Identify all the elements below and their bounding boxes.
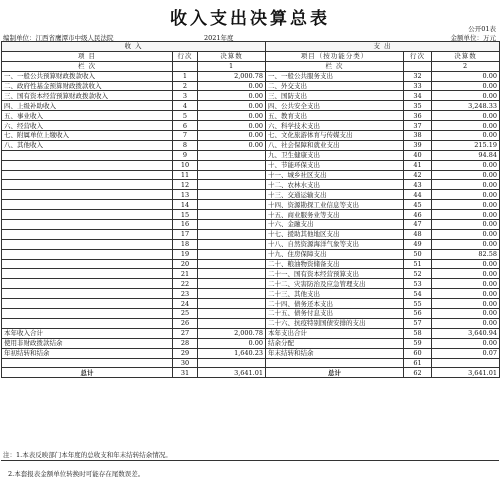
income-amount-cell: [198, 210, 266, 220]
income-item-cell: 二、政府性基金预算财政拨款收入: [2, 81, 173, 91]
income-item-cell: [2, 259, 173, 269]
table-row: [2, 249, 500, 259]
expense-line-cell: 39: [404, 140, 432, 150]
income-line-cell: 7: [173, 131, 198, 141]
income-line-cell: 5: [173, 111, 198, 121]
expense-line-cell: 35: [404, 101, 432, 111]
income-line-cell: 30: [173, 358, 198, 368]
expense-amount-cell: 0.00: [432, 190, 500, 200]
income-line-cell: 18: [173, 239, 198, 249]
expense-amount-cell: 82.58: [432, 249, 500, 259]
expense-amount-cell: 3,248.33: [432, 101, 500, 111]
expense-item-cell: 二十、粮油物资储备支出: [266, 259, 404, 269]
expense-line-cell: 40: [404, 150, 432, 160]
income-item-cell: [2, 210, 173, 220]
expense-line-cell: 54: [404, 289, 432, 299]
income-item-cell: [2, 229, 173, 239]
table-row: [2, 358, 500, 368]
expense-amount-cell: 215.19: [432, 140, 500, 150]
income-amount-cell: 0.00: [198, 111, 266, 121]
table-row: [2, 170, 500, 180]
expense-item-cell: 二十一、国有资本经营预算支出: [266, 269, 404, 279]
income-line-cell: 31: [173, 368, 198, 378]
income-amount-cell: 2,000.78: [198, 328, 266, 338]
expense-item-cell: 十五、商业服务业等支出: [266, 210, 404, 220]
compiling-unit: 编制单位：江西省鹰潭市中级人民法院: [3, 34, 114, 42]
table-row: [2, 131, 500, 141]
income-amount-cell: [198, 180, 266, 190]
income-line-cell: 8: [173, 140, 198, 150]
income-item-cell: 总计: [2, 368, 173, 378]
table-row: [2, 220, 500, 230]
expense-line-cell: 38: [404, 131, 432, 141]
expense-item-cell: [266, 358, 404, 368]
expense-item-cell: 结余分配: [266, 338, 404, 348]
income-line-cell: 6: [173, 121, 198, 131]
expense-line-cell: 50: [404, 249, 432, 259]
income-amount-cell: [198, 259, 266, 269]
income-item-cell: 八、其他收入: [2, 140, 173, 150]
form-number: 公开01表: [468, 25, 496, 33]
income-line-cell: 4: [173, 101, 198, 111]
expense-amount-cell: 0.00: [432, 309, 500, 319]
expense-line-cell: 61: [404, 358, 432, 368]
table-row: [2, 121, 500, 131]
expense-line-cell: 48: [404, 229, 432, 239]
income-line-cell: 20: [173, 259, 198, 269]
expense-line-cell: 34: [404, 91, 432, 101]
income-amount-cell: [198, 318, 266, 328]
income-item-cell: [2, 170, 173, 180]
expense-line-cell: 56: [404, 309, 432, 319]
income-col-label: 栏 次: [2, 61, 173, 71]
income-amount-cell: [198, 269, 266, 279]
expense-amount-cell: 0.00: [432, 170, 500, 180]
income-line-cell: 23: [173, 289, 198, 299]
expense-line-cell: 44: [404, 190, 432, 200]
expense-amount-cell: 0.00: [432, 210, 500, 220]
expense-line-cell: 45: [404, 200, 432, 210]
table-row: [2, 229, 500, 239]
expense-amount-cell: 0.00: [432, 81, 500, 91]
income-section-header: 收 入: [2, 42, 266, 52]
expense-line-cell: 52: [404, 269, 432, 279]
table-row: [2, 348, 500, 358]
income-line-cell: 28: [173, 338, 198, 348]
income-amount-cell: 0.00: [198, 140, 266, 150]
income-item-cell: 五、事业收入: [2, 111, 173, 121]
income-item-cell: [2, 180, 173, 190]
expense-line-cell: 58: [404, 328, 432, 338]
income-item-cell: [2, 200, 173, 210]
expense-amount-cell: 0.00: [432, 131, 500, 141]
expense-amount-cell: 0.00: [432, 220, 500, 230]
expense-line-cell: 42: [404, 170, 432, 180]
income-item-cell: [2, 220, 173, 230]
expense-line-cell: 60: [404, 348, 432, 358]
income-amount-cell: [198, 190, 266, 200]
expense-amount-cell: 0.00: [432, 338, 500, 348]
table-row: [2, 289, 500, 299]
income-line-cell: 26: [173, 318, 198, 328]
income-amount-cell: 0.00: [198, 101, 266, 111]
income-line-cell: 10: [173, 160, 198, 170]
income-line-cell: 22: [173, 279, 198, 289]
note-1: 注：1.本表反映部门本年度的总收支和年末结转结余情况。: [3, 451, 172, 459]
expense-item-cell: 二十五、债务付息支出: [266, 309, 404, 319]
income-line-cell: 29: [173, 348, 198, 358]
header-row-columns: [2, 51, 500, 61]
income-amount-cell: [198, 200, 266, 210]
income-amount-cell: [198, 358, 266, 368]
table-row: [2, 150, 500, 160]
expense-amount-cell: 0.00: [432, 180, 500, 190]
income-line-cell: 14: [173, 200, 198, 210]
expense-item-cell: 二十三、其他支出: [266, 289, 404, 299]
income-line-cell: 21: [173, 269, 198, 279]
income-amount-cell: [198, 229, 266, 239]
income-amount-cell: [198, 289, 266, 299]
table-row: [2, 180, 500, 190]
income-item-cell: [2, 279, 173, 289]
income-line-cell: 13: [173, 190, 198, 200]
table-row: [2, 101, 500, 111]
expense-item-cell: 二、外交支出: [266, 81, 404, 91]
income-item-cell: [2, 358, 173, 368]
income-line-cell: 27: [173, 328, 198, 338]
table-row: [2, 239, 500, 249]
expense-amount-cell: 0.00: [432, 229, 500, 239]
table-row: [2, 190, 500, 200]
expense-line-cell: 37: [404, 121, 432, 131]
expense-item-cell: 本年支出合计: [266, 328, 404, 338]
expense-item-cell: 五、教育支出: [266, 111, 404, 121]
expense-item-cell: 十、节能环保支出: [266, 160, 404, 170]
income-line-cell: 2: [173, 81, 198, 91]
expense-line-cell: 49: [404, 239, 432, 249]
expense-amount-header: 决算数: [432, 51, 500, 61]
income-amount-cell: 0.00: [198, 131, 266, 141]
income-item-cell: [2, 309, 173, 319]
expense-item-cell: 一、一般公共服务支出: [266, 71, 404, 81]
blank-cell: [173, 61, 198, 71]
income-item-cell: 三、国有资本经营预算财政拨款收入: [2, 91, 173, 101]
expense-item-cell: 八、社会保障和就业支出: [266, 140, 404, 150]
income-line-cell: 17: [173, 229, 198, 239]
expense-line-cell: 53: [404, 279, 432, 289]
table-row: [2, 91, 500, 101]
income-amount-cell: [198, 220, 266, 230]
expense-item-cell: 十一、城乡社区支出: [266, 170, 404, 180]
table-row: [2, 210, 500, 220]
income-line-cell: 11: [173, 170, 198, 180]
expense-item-cell: 十六、金融支出: [266, 220, 404, 230]
table-row: [2, 299, 500, 309]
expense-col-number: 2: [432, 61, 500, 71]
income-amount-cell: 0.00: [198, 81, 266, 91]
expense-amount-cell: 0.07: [432, 348, 500, 358]
expense-col-label: 栏 次: [266, 61, 404, 71]
expense-amount-cell: 0.00: [432, 121, 500, 131]
income-line-cell: 16: [173, 220, 198, 230]
table-row: [2, 200, 500, 210]
income-amount-cell: 0.00: [198, 91, 266, 101]
expense-item-header: 项目（按功能分类）: [266, 51, 404, 61]
note-2: 2.本套报表金额单位转换时可能存在尾数误差。: [8, 470, 145, 478]
income-line-cell: 9: [173, 150, 198, 160]
table-row: [2, 338, 500, 348]
expense-amount-cell: 0.00: [432, 91, 500, 101]
notes-divider: [1, 460, 499, 461]
header-row-colnum: [2, 61, 500, 71]
income-amount-cell: [198, 279, 266, 289]
expense-amount-cell: 3,640.94: [432, 328, 500, 338]
income-item-cell: 四、上级补助收入: [2, 101, 173, 111]
income-item-cell: [2, 318, 173, 328]
income-amount-cell: 0.00: [198, 338, 266, 348]
expense-line-cell: 46: [404, 210, 432, 220]
expense-item-cell: 二十六、抗疫特别国债安排的支出: [266, 318, 404, 328]
expense-line-cell: 47: [404, 220, 432, 230]
table-row: [2, 111, 500, 121]
report-title: 收入支出决算总表: [170, 9, 330, 29]
table-row: [2, 269, 500, 279]
expense-line-cell: 51: [404, 259, 432, 269]
expense-item-cell: 十四、资源勘探工业信息等支出: [266, 200, 404, 210]
expense-line-cell: 55: [404, 299, 432, 309]
income-amount-cell: 2,000.78: [198, 71, 266, 81]
expense-amount-cell: 0.00: [432, 111, 500, 121]
expense-item-cell: 十八、自然资源海洋气象等支出: [266, 239, 404, 249]
income-item-cell: 本年收入合计: [2, 328, 173, 338]
income-item-cell: 使用非财政拨款结余: [2, 338, 173, 348]
income-item-cell: 一、一般公共预算财政拨款收入: [2, 71, 173, 81]
expense-amount-cell: 0.00: [432, 318, 500, 328]
expense-line-cell: 59: [404, 338, 432, 348]
expense-item-cell: 十九、住房保障支出: [266, 249, 404, 259]
expense-amount-cell: [432, 358, 500, 368]
income-amount-header: 决算数: [198, 51, 266, 61]
expense-item-cell: 二十四、债务还本支出: [266, 299, 404, 309]
table-row: [2, 309, 500, 319]
income-item-cell: [2, 160, 173, 170]
income-line-cell: 24: [173, 299, 198, 309]
expense-line-cell: 62: [404, 368, 432, 378]
income-amount-cell: 0.00: [198, 121, 266, 131]
table-row: [2, 81, 500, 91]
expense-line-cell: 32: [404, 71, 432, 81]
expense-item-cell: 三、国防支出: [266, 91, 404, 101]
expense-line-header: 行次: [404, 51, 432, 61]
expense-amount-cell: 0.00: [432, 269, 500, 279]
income-line-cell: 12: [173, 180, 198, 190]
income-item-cell: [2, 289, 173, 299]
income-item-cell: [2, 239, 173, 249]
income-line-cell: 15: [173, 210, 198, 220]
money-unit: 金额单位：万元: [450, 34, 496, 42]
income-col-number: 1: [198, 61, 266, 71]
income-item-cell: [2, 190, 173, 200]
income-item-cell: [2, 269, 173, 279]
expense-item-cell: 二十二、灾害防治及应急管理支出: [266, 279, 404, 289]
income-line-header: 行次: [173, 51, 198, 61]
expense-amount-cell: 0.00: [432, 71, 500, 81]
expense-item-cell: 总计: [266, 368, 404, 378]
income-amount-cell: [198, 239, 266, 249]
income-item-cell: [2, 299, 173, 309]
expense-line-cell: 36: [404, 111, 432, 121]
expense-amount-cell: 0.00: [432, 160, 500, 170]
expense-item-cell: 四、公共安全支出: [266, 101, 404, 111]
expense-item-cell: 六、科学技术支出: [266, 121, 404, 131]
expense-item-cell: 九、卫生健康支出: [266, 150, 404, 160]
table-row: [2, 328, 500, 338]
report-year: 2021年度: [204, 34, 234, 42]
expense-section-header: 支 出: [266, 42, 500, 52]
header-row-sections: [2, 42, 500, 52]
expense-item-cell: 十二、农林水支出: [266, 180, 404, 190]
expense-item-cell: 十七、援助其他地区支出: [266, 229, 404, 239]
table-row: [2, 279, 500, 289]
expense-amount-cell: 0.00: [432, 299, 500, 309]
income-amount-cell: [198, 309, 266, 319]
table-row: [2, 71, 500, 81]
expense-item-cell: 十三、交通运输支出: [266, 190, 404, 200]
expense-amount-cell: 0.00: [432, 239, 500, 249]
income-item-cell: [2, 150, 173, 160]
income-item-cell: 七、附属单位上缴收入: [2, 131, 173, 141]
expense-item-cell: 七、文化旅游体育与传媒支出: [266, 131, 404, 141]
blank-cell: [404, 61, 432, 71]
expense-amount-cell: 0.00: [432, 259, 500, 269]
expense-item-cell: 年末结转和结余: [266, 348, 404, 358]
expense-amount-cell: 0.00: [432, 200, 500, 210]
table-row: [2, 368, 500, 378]
income-line-cell: 19: [173, 249, 198, 259]
income-item-header: 项 目: [2, 51, 173, 61]
income-amount-cell: [198, 170, 266, 180]
expense-amount-cell: 94.84: [432, 150, 500, 160]
expense-line-cell: 33: [404, 81, 432, 91]
income-item-cell: 六、经营收入: [2, 121, 173, 131]
income-amount-cell: [198, 299, 266, 309]
income-amount-cell: 1,640.23: [198, 348, 266, 358]
income-line-cell: 3: [173, 91, 198, 101]
expense-line-cell: 41: [404, 160, 432, 170]
table-row: [2, 259, 500, 269]
expense-line-cell: 43: [404, 180, 432, 190]
expense-amount-cell: 0.00: [432, 279, 500, 289]
expense-amount-cell: 0.00: [432, 289, 500, 299]
expense-amount-cell: 3,641.01: [432, 368, 500, 378]
income-item-cell: [2, 249, 173, 259]
expense-line-cell: 57: [404, 318, 432, 328]
table-row: [2, 160, 500, 170]
income-item-cell: 年初结转和结余: [2, 348, 173, 358]
income-amount-cell: [198, 160, 266, 170]
income-line-cell: 1: [173, 71, 198, 81]
income-amount-cell: [198, 150, 266, 160]
income-line-cell: 25: [173, 309, 198, 319]
table-row: [2, 318, 500, 328]
income-amount-cell: [198, 249, 266, 259]
income-amount-cell: 3,641.01: [198, 368, 266, 378]
income-expense-table: [1, 41, 500, 378]
table-row: [2, 140, 500, 150]
